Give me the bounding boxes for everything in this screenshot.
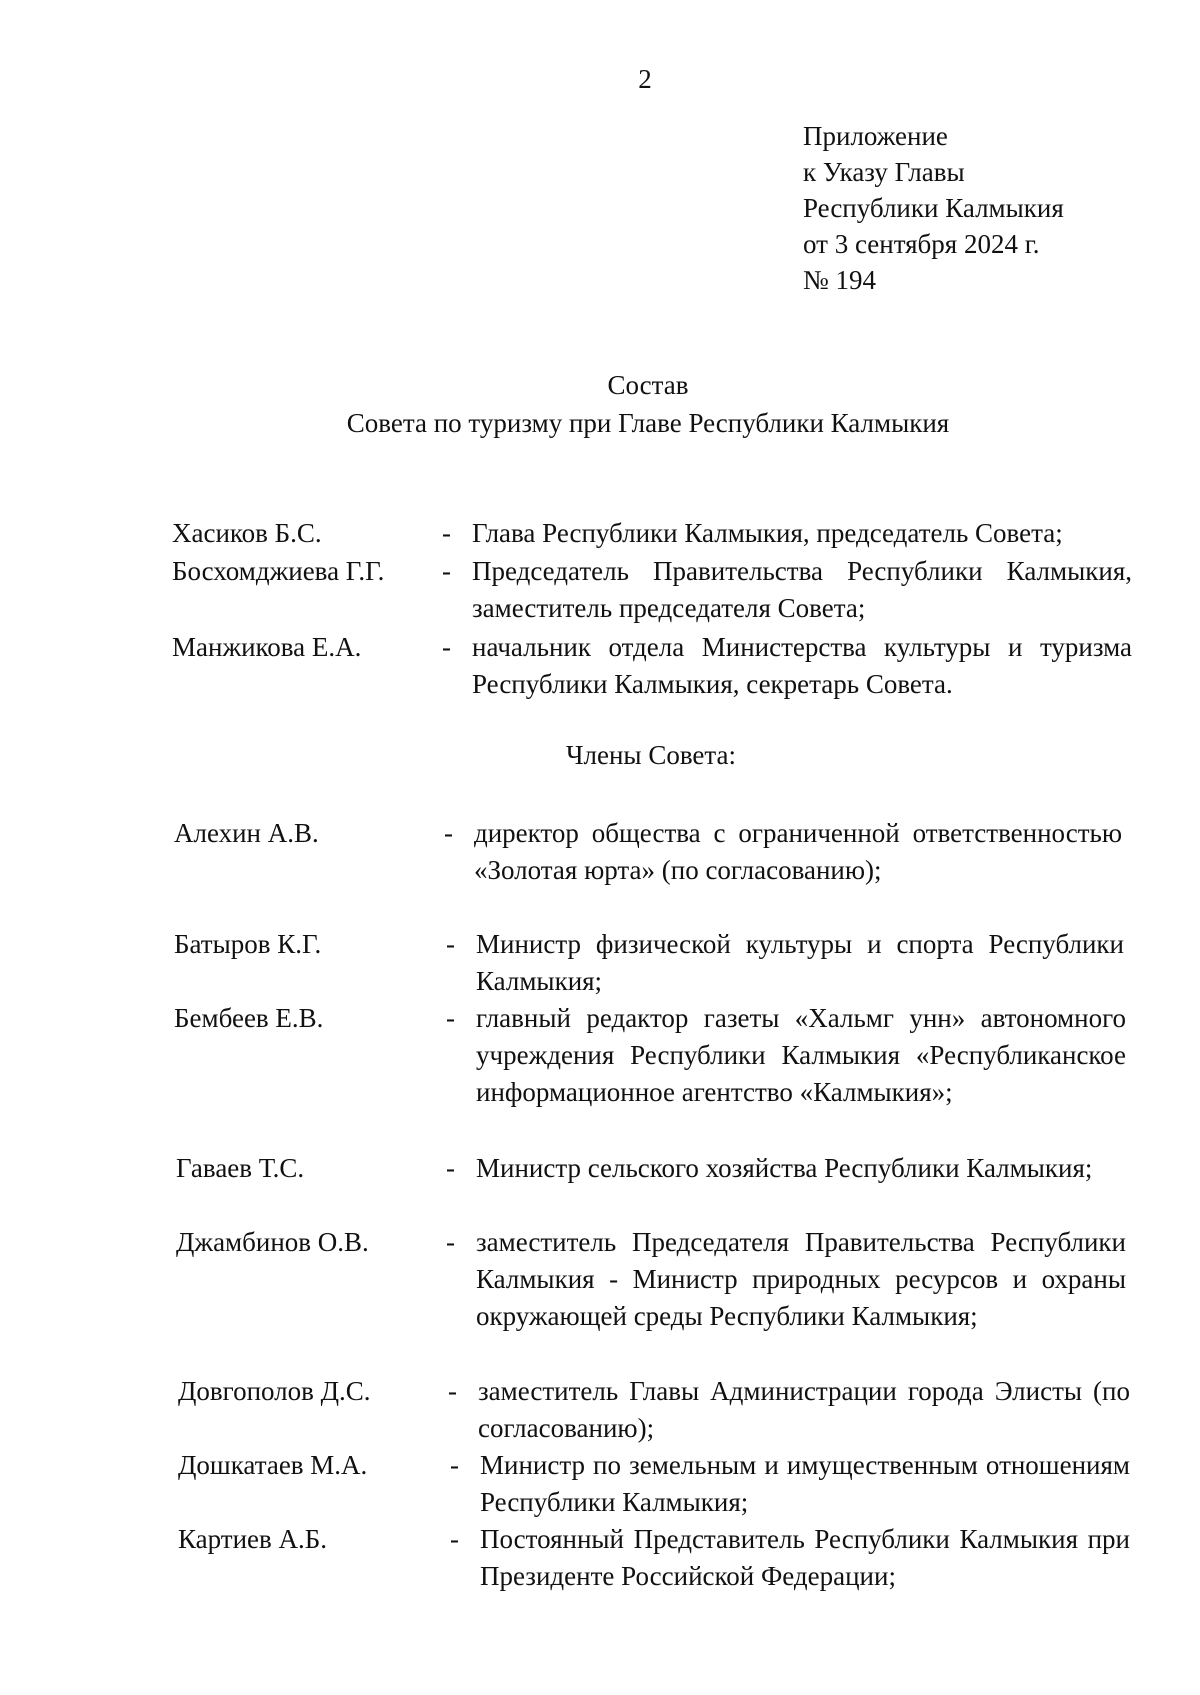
appendix-line: № 194	[803, 265, 877, 295]
dash: -	[446, 929, 455, 959]
member-name: Босхомджиева Г.Г.	[172, 556, 385, 586]
member-name: Джамбинов О.В.	[176, 1227, 369, 1257]
members-heading: Члены Совета:	[565, 740, 737, 770]
document-title	[0, 366, 1200, 442]
member-role: Глава Республики Калмыкия, председатель Совета;	[472, 518, 1063, 548]
dash: -	[446, 1153, 455, 1183]
appendix-line: к Указу Главы	[803, 157, 965, 187]
member-role: Министр физической культуры и спорта Республики Калмыкия;	[476, 929, 1124, 996]
dash: -	[442, 556, 451, 586]
member-role: Председатель Правительства Республики Калмыкия, заместитель председателя Совета;	[472, 556, 1132, 623]
member-role: заместитель Председателя Правительства Республики Калмыкия - Министр природных ресурсов и охраны окружающей среды Республики Калмыкия;	[476, 1227, 1126, 1331]
page-number: 2	[638, 64, 652, 94]
title-line-2: Совета по туризму при Главе Республики Калмыкия	[346, 408, 950, 438]
member-role: главный редактор газеты «Хальмг унн» автономного учреждения Республики Калмыкия «Республиканское информационное агентство «Калмыкия»;	[476, 1003, 1126, 1107]
member-name: Довгополов Д.С.	[178, 1376, 371, 1406]
appendix-line: Республики Калмыкия	[803, 193, 1064, 223]
member-role: начальник отдела Министерства культуры и туризма Республики Калмыкия, секретарь Совета.	[472, 632, 1132, 699]
member-name: Манжикова Е.А.	[172, 632, 362, 662]
member-name: Картиев А.Б.	[178, 1524, 328, 1554]
member-name: Бембеев Е.В.	[174, 1003, 324, 1033]
dash: -	[446, 1227, 455, 1257]
member-name: Батыров К.Г.	[174, 929, 322, 959]
member-role: Министр сельского хозяйства Республики Калмыкия;	[476, 1153, 1093, 1183]
dash: -	[448, 1376, 457, 1406]
dash: -	[450, 1524, 459, 1554]
member-name: Гаваев Т.С.	[176, 1153, 305, 1183]
member-name: Хасиков Б.С.	[172, 518, 322, 548]
member-role: заместитель Главы Администрации города Элисты (по согласованию);	[478, 1376, 1130, 1443]
member-role: Постоянный Представитель Республики Калмыкия при Президенте Российской Федерации;	[480, 1524, 1130, 1591]
member-name: Алехин А.В.	[174, 818, 319, 848]
member-role: Министр по земельным и имущественным отношениям Республики Калмыкия;	[480, 1450, 1130, 1517]
dash: -	[442, 632, 451, 662]
dash: -	[444, 818, 453, 848]
title-line-1: Состав	[607, 370, 689, 400]
member-role: директор общества с ограниченной ответственностью «Золотая юрта» (по согласованию);	[474, 818, 1122, 885]
appendix-block	[803, 118, 1064, 298]
appendix-line: Приложение	[803, 121, 948, 151]
dash: -	[450, 1450, 459, 1480]
dash: -	[442, 518, 451, 548]
member-name: Дошкатаев М.А.	[178, 1450, 368, 1480]
appendix-line: от 3 сентября 2024 г.	[803, 229, 1040, 259]
dash: -	[446, 1003, 455, 1033]
